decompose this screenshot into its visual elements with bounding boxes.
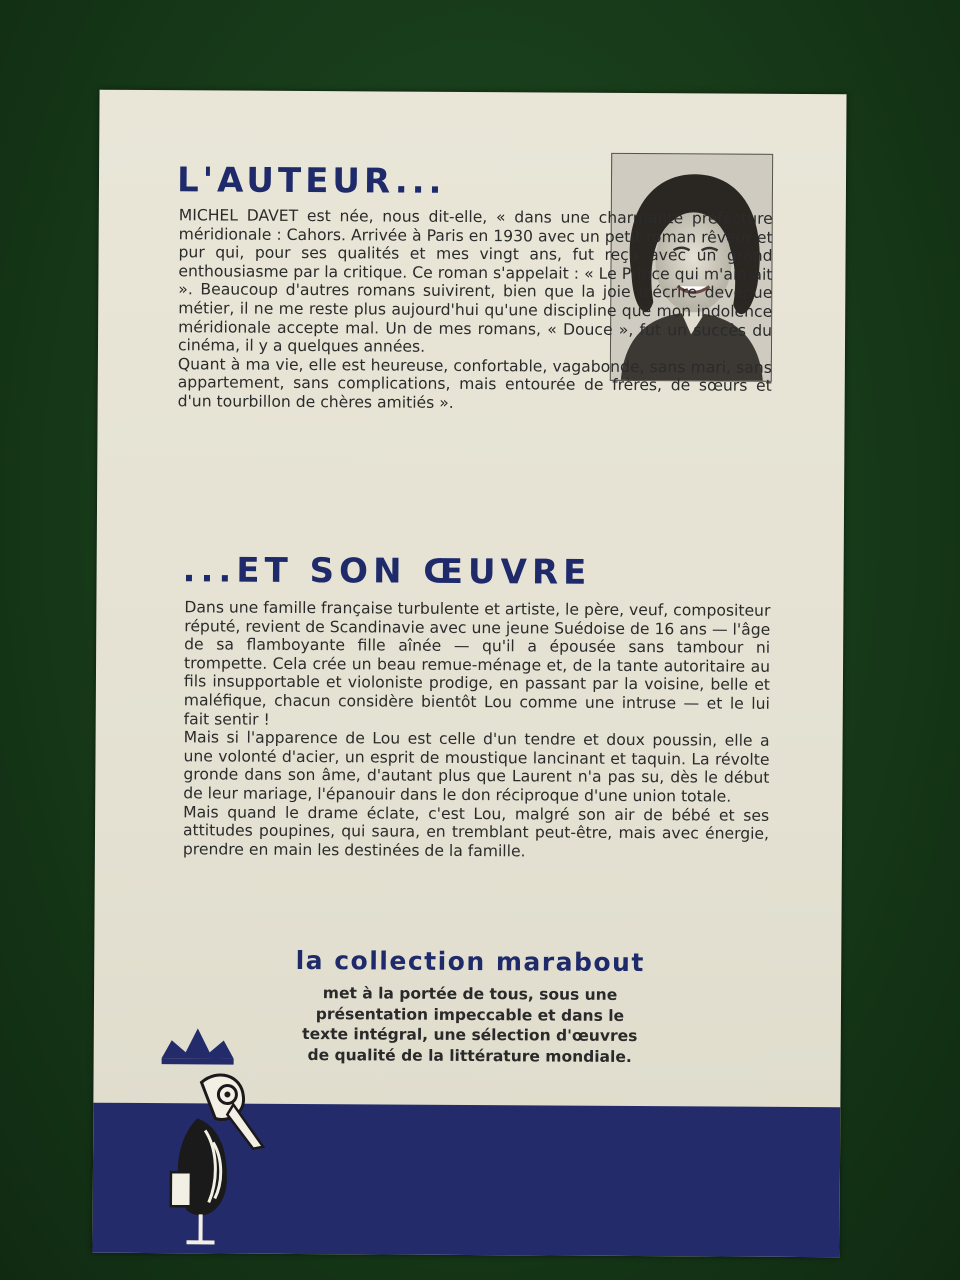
work-summary — [183, 598, 771, 862]
author-paragraph: MICHEL DAVET est née, nous dit-elle, « dans une charmante préfecture méridionale : Cahors. Arrivée à Paris en 1930 avec un petit roman rêveur et pur qui, pour ses qualités et mes vingt ans, fut reçu avec un grand enthousiasme par la critique. Ce roman s'appelait : « Le Prince qui m'aimait ». Beaucoup d'autres romans suivirent, bien que la joie d'écrire devenue métier, il ne me reste plus aujourd'hui qu'une discipline que mon indolence méridionale accepte mal. Un de mes romans, « Douce », fut un succès du cinéma, il y a quelques années. — [177, 206, 773, 356]
collection-blurb — [280, 946, 661, 1067]
author-heading: L'AUTEUR... — [176, 160, 446, 202]
work-paragraph: Mais quand le drame éclate, c'est Lou, malgré son air de bébé et ses attitudes poupines, qui saura, en tremblant peut-être, mais avec énergie, prendre en main les destinées de la famille. — [182, 802, 770, 861]
collection-title: la collection marabout — [295, 945, 645, 978]
marabout-bird-logo — [156, 1018, 267, 1247]
author-biography — [178, 206, 773, 414]
work-heading: ...ET SON ŒUVRE — [182, 550, 592, 593]
work-paragraph: Dans une famille française turbulente et artiste, le père, veuf, compositeur réputé, revient de Scandinavie avec une jeune Suédoise de 16 ans — l'âge de sa flamboyante fille aînée — qu'il a épousée sans tambour ni trompette. Cela crée un beau remue-ménage et, de la tante autoritaire au fils insupportable et violoniste prodige, en passant par la voisine, belle et maléfique, chacun considère bientôt Lou comme une intruse — et le lui fait sentir ! — [183, 598, 771, 729]
crown-icon — [162, 1028, 234, 1064]
book-back-cover — [92, 90, 846, 1258]
work-paragraph: Mais si l'apparence de Lou est celle d'un tendre et doux poussin, elle a une volonté d'acier, un esprit de moustique lancinant et taquin. La révolte gronde dans son âme, d'autant plus que Laurent n'a pas su, dès le début de leur mariage, l'épanouir dans le don réciproque d'une union totale. — [183, 728, 770, 806]
collection-description: met à la portée de tous, sous une présentation impeccable et dans le texte intégral, une sélection d'œuvres de qualité de la littérature mondiale. — [302, 984, 638, 1066]
author-paragraph: Quant à ma vie, elle est heureuse, confortable, vagabonde, sans mari, sans appartement, sans complications, mais entourée de frères, de sœurs et d'un tourbillon de chères amitiés ». — [177, 354, 772, 412]
